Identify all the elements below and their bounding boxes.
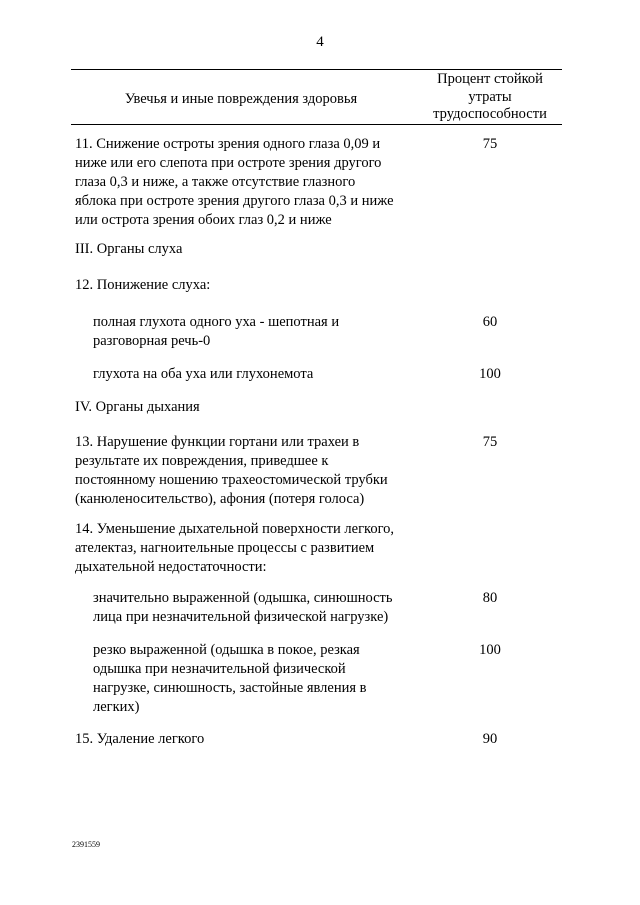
row-item-15-percent: 90 [482,731,498,747]
row-item-14-sub-2-percent: 100 [479,642,501,658]
row-item-11: 11. Снижение остроты зрения одного глаза 0,09 и ниже или его слепота при остроте зрения другого глаза 0,3 и ниже, а также отсутствие глазного яблока при остроте зрения другого глаза 0,3 и ниже или острота зрения обоих глаз 0,2 и ниже [75,136,394,228]
table-header-rule [71,124,562,125]
row-item-12: 12. Понижение слуха: [75,277,211,293]
header-percent-column: Процент стойкой утраты трудоспособности [433,71,547,122]
table-top-rule [71,69,562,70]
header-injury-column: Увечья и иные повреждения здоровья [124,91,358,107]
row-item-12-sub-1: полная глухота одного уха - шепотная и разговорная речь-0 [93,314,340,349]
row-item-12-sub-2: глухота на оба уха или глухонемота [93,366,314,382]
row-item-15: 15. Удаление легкого [75,731,205,747]
row-item-12-sub-1-percent: 60 [482,314,498,330]
row-item-11-percent: 75 [482,136,498,152]
row-item-13: 13. Нарушение функции гортани или трахеи в результате их повреждения, приведшее к постоянному ношению трахеостомической трубки (канюленосительство), афония (потеря голоса) [75,434,388,507]
row-item-14: 14. Уменьшение дыхательной поверхности легкого, ателектаз, нагноительные процессы с развитием дыхательной недостаточности: [75,521,395,575]
section-heading-hearing: III. Органы слуха [75,241,183,257]
row-item-14-sub-2: резко выраженной (одышка в покое, резкая одышка при незначительной физической нагрузке, синюшность, застойные явления в легких) [93,642,367,715]
row-item-14-sub-1: значительно выраженной (одышка, синюшность лица при незначительной физической нагрузке) [93,590,393,625]
page-number: 4 [316,34,324,50]
row-item-13-percent: 75 [482,434,498,450]
row-item-12-sub-2-percent: 100 [479,366,501,382]
document-id: 2391559 [72,840,100,849]
section-heading-respiration: IV. Органы дыхания [75,399,200,415]
row-item-14-sub-1-percent: 80 [482,590,498,606]
